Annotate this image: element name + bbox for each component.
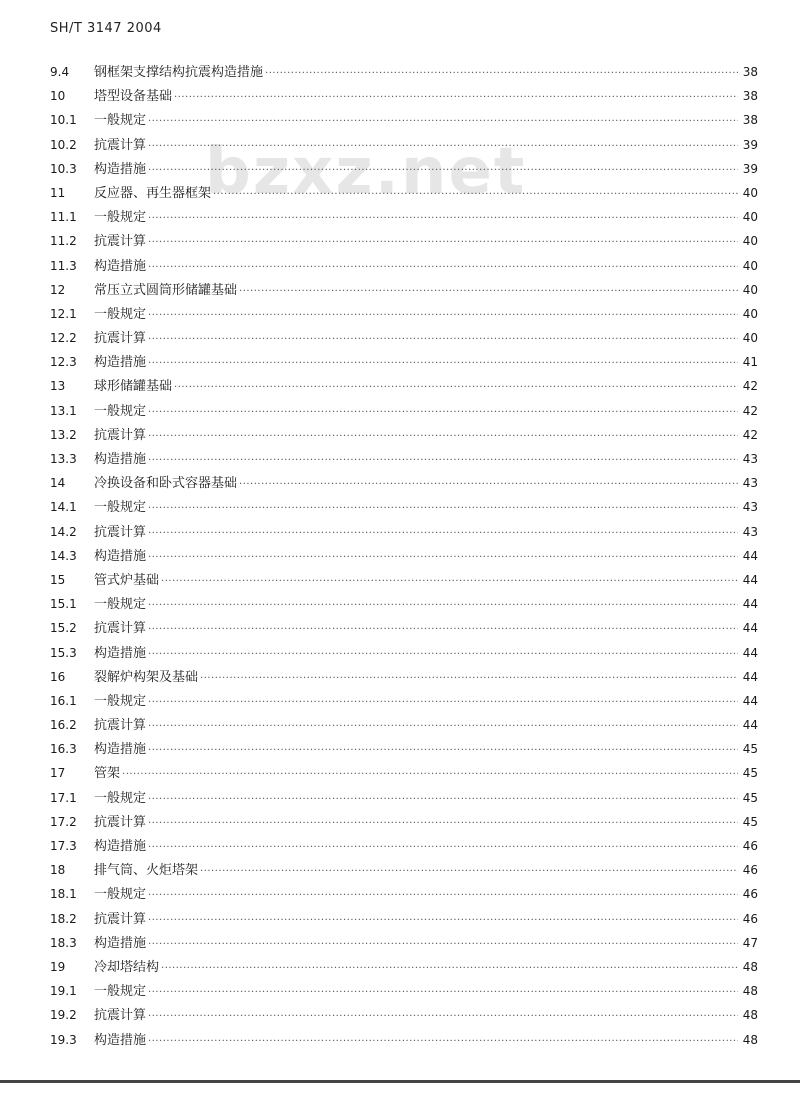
toc-entry-title: 一般规定 <box>94 984 147 1000</box>
toc-entry-page-number: 44 <box>742 548 758 563</box>
toc-entry[interactable] <box>50 471 758 495</box>
toc-entry-title: 抗震计算 <box>94 137 147 153</box>
toc-entry[interactable] <box>50 544 758 568</box>
toc-entry-page-number: 43 <box>742 500 758 515</box>
toc-entry-page-number: 40 <box>742 185 758 200</box>
dot-leader <box>148 352 738 376</box>
toc-entry[interactable] <box>50 713 758 737</box>
dot-leader <box>161 570 738 594</box>
dot-leader <box>148 933 738 957</box>
toc-entry-number: 11 <box>50 185 66 200</box>
toc-entry-number: 19 <box>50 959 66 974</box>
dot-leader <box>148 909 738 933</box>
dot-leader <box>148 401 738 425</box>
toc-entry[interactable] <box>50 229 758 253</box>
toc-entry[interactable] <box>50 810 758 834</box>
dot-leader <box>148 522 738 546</box>
toc-entry-number: 16.3 <box>50 742 77 757</box>
toc-entry-page-number: 44 <box>742 597 758 612</box>
toc-entry[interactable] <box>50 108 758 132</box>
toc-entry-page-number: 44 <box>742 693 758 708</box>
dot-leader <box>200 667 738 691</box>
dot-leader <box>148 207 738 231</box>
toc-entry-number: 13 <box>50 379 66 394</box>
toc-entry[interactable] <box>50 1028 758 1052</box>
dot-leader <box>148 497 738 521</box>
document-code-header: SH/T 3147 2004 <box>50 21 162 36</box>
toc-entry-page-number: 40 <box>742 258 758 273</box>
toc-entry-page-number: 42 <box>742 403 758 418</box>
toc-entry-title: 一般规定 <box>94 790 147 806</box>
toc-entry-title: 构造措施 <box>94 355 147 371</box>
toc-entry-page-number: 48 <box>742 1032 758 1047</box>
toc-entry-page-number: 44 <box>742 718 758 733</box>
toc-entry-title: 构造措施 <box>94 1032 147 1048</box>
dot-leader <box>148 256 738 280</box>
toc-entry-title: 构造措施 <box>94 258 147 274</box>
toc-entry-title: 球形储罐基础 <box>94 379 173 395</box>
toc-entry[interactable] <box>50 907 758 931</box>
toc-entry-number: 16 <box>50 669 66 684</box>
toc-entry-number: 15.3 <box>50 645 77 660</box>
toc-entry[interactable] <box>50 520 758 544</box>
dot-leader <box>239 473 738 497</box>
toc-entry-title: 抗震计算 <box>94 718 147 734</box>
toc-entry-page-number: 42 <box>742 379 758 394</box>
toc-entry-title: 管式炉基础 <box>94 572 160 588</box>
toc-entry-title: 塔型设备基础 <box>94 89 173 105</box>
toc-entry-number: 18 <box>50 863 66 878</box>
toc-entry[interactable] <box>50 205 758 229</box>
toc-entry[interactable] <box>50 882 758 906</box>
toc-entry[interactable] <box>50 616 758 640</box>
dot-leader <box>148 691 738 715</box>
toc-entry-number: 19.2 <box>50 1008 77 1023</box>
toc-entry[interactable] <box>50 786 758 810</box>
toc-entry-title: 反应器、再生器框架 <box>94 185 212 201</box>
toc-entry-title: 冷换设备和卧式容器基础 <box>94 476 238 492</box>
bottom-divider <box>0 1080 800 1083</box>
toc-entry-number: 19.3 <box>50 1032 77 1047</box>
toc-entry-page-number: 40 <box>742 282 758 297</box>
toc-entry-number: 10 <box>50 89 66 104</box>
toc-entry-title: 构造措施 <box>94 645 147 661</box>
toc-entry[interactable] <box>50 399 758 423</box>
toc-entry[interactable] <box>50 423 758 447</box>
toc-entry-title: 抗震计算 <box>94 621 147 637</box>
toc-entry-page-number: 38 <box>742 113 758 128</box>
toc-entry-page-number: 48 <box>742 1008 758 1023</box>
toc-entry-title: 抗震计算 <box>94 524 147 540</box>
toc-entry[interactable] <box>50 737 758 761</box>
toc-entry-number: 13.2 <box>50 427 77 442</box>
toc-entry-number: 14 <box>50 476 66 491</box>
toc-entry-page-number: 45 <box>742 814 758 829</box>
toc-entry[interactable] <box>50 495 758 519</box>
toc-entry-number: 15 <box>50 572 66 587</box>
dot-leader <box>161 957 738 981</box>
toc-entry[interactable] <box>50 350 758 374</box>
dot-leader <box>148 231 738 255</box>
toc-entry-page-number: 44 <box>742 621 758 636</box>
toc-entry-number: 18.2 <box>50 911 77 926</box>
toc-entry-number: 12.2 <box>50 331 77 346</box>
toc-entry-page-number: 41 <box>742 355 758 370</box>
toc-entry-number: 10.1 <box>50 113 77 128</box>
dot-leader <box>148 304 738 328</box>
toc-entry-title: 一般规定 <box>94 113 147 129</box>
toc-entry-page-number: 46 <box>742 911 758 926</box>
dot-leader <box>148 643 738 667</box>
toc-entry-title: 一般规定 <box>94 403 147 419</box>
toc-entry-page-number: 44 <box>742 572 758 587</box>
toc-entry-title: 构造措施 <box>94 548 147 564</box>
toc-entry-number: 19.1 <box>50 984 77 999</box>
dot-leader <box>148 836 738 860</box>
dot-leader <box>148 159 738 183</box>
toc-entry[interactable] <box>50 955 758 979</box>
toc-entry[interactable] <box>50 931 758 955</box>
toc-entry-number: 12.1 <box>50 306 77 321</box>
toc-entry[interactable] <box>50 278 758 302</box>
toc-entry-title: 构造措施 <box>94 935 147 951</box>
toc-entry-title: 抗震计算 <box>94 331 147 347</box>
toc-entry-number: 16.1 <box>50 693 77 708</box>
toc-entry-number: 18.1 <box>50 887 77 902</box>
dot-leader <box>148 1030 738 1054</box>
toc-entry-number: 12 <box>50 282 66 297</box>
toc-entry[interactable] <box>50 60 758 84</box>
toc-entry-number: 14.1 <box>50 500 77 515</box>
toc-entry-title: 一般规定 <box>94 887 147 903</box>
toc-entry[interactable] <box>50 858 758 882</box>
dot-leader <box>148 788 738 812</box>
toc-entry-number: 14.3 <box>50 548 77 563</box>
watermark-text: bzxz.net <box>205 135 527 209</box>
dot-leader <box>265 62 738 86</box>
toc-entry-title: 排气筒、火炬塔架 <box>94 863 199 879</box>
toc-entry[interactable] <box>50 761 758 785</box>
toc-entry-number: 17.1 <box>50 790 77 805</box>
toc-entry-page-number: 40 <box>742 210 758 225</box>
toc-entry-title: 构造措施 <box>94 742 147 758</box>
dot-leader <box>148 739 738 763</box>
toc-entry-page-number: 38 <box>742 89 758 104</box>
toc-entry-title: 抗震计算 <box>94 1008 147 1024</box>
toc-entry-page-number: 45 <box>742 790 758 805</box>
dot-leader <box>213 183 738 207</box>
toc-entry[interactable] <box>50 181 758 205</box>
toc-entry-page-number: 44 <box>742 645 758 660</box>
toc-entry-title: 构造措施 <box>94 161 147 177</box>
dot-leader <box>174 86 738 110</box>
dot-leader <box>148 425 738 449</box>
toc-entry-number: 9.4 <box>50 65 70 79</box>
toc-entry-page-number: 42 <box>742 427 758 442</box>
toc-entry-title: 抗震计算 <box>94 234 147 250</box>
toc-entry-number: 15.1 <box>50 597 77 612</box>
toc-entry-number: 12.3 <box>50 355 77 370</box>
toc-entry-number: 18.3 <box>50 935 77 950</box>
toc-entry-page-number: 40 <box>742 331 758 346</box>
toc-entry-number: 15.2 <box>50 621 77 636</box>
toc-entry-page-number: 43 <box>742 452 758 466</box>
toc-entry-page-number: 46 <box>742 839 758 853</box>
toc-entry-page-number: 45 <box>742 742 758 757</box>
toc-entry[interactable] <box>50 979 758 1003</box>
dot-leader <box>148 110 738 134</box>
toc-entry-number: 13.1 <box>50 403 77 418</box>
toc-entry-page-number: 48 <box>742 959 758 974</box>
toc-entry-title: 抗震计算 <box>94 814 147 830</box>
toc-entry-title: 一般规定 <box>94 210 147 226</box>
dot-leader <box>148 715 738 739</box>
toc-entry-page-number: 43 <box>742 476 758 491</box>
toc-entry-page-number: 40 <box>742 234 758 249</box>
toc-entry[interactable] <box>50 84 758 108</box>
toc-entry-title: 抗震计算 <box>94 911 147 927</box>
toc-entry-number: 11.1 <box>50 210 77 225</box>
toc-entry-page-number: 46 <box>742 863 758 878</box>
toc-entry-page-number: 40 <box>742 306 758 321</box>
dot-leader <box>148 449 738 473</box>
toc-entry[interactable] <box>50 1003 758 1027</box>
toc-entry-number: 16.2 <box>50 718 77 733</box>
toc-entry-number: 17.3 <box>50 839 77 853</box>
toc-entry-title: 一般规定 <box>94 500 147 516</box>
toc-entry[interactable] <box>50 326 758 350</box>
toc-entry-page-number: 39 <box>742 161 758 176</box>
toc-entry-page-number: 47 <box>742 935 758 950</box>
toc-entry-number: 13.3 <box>50 452 77 466</box>
toc-entry-title: 构造措施 <box>94 452 147 467</box>
toc-entry-title: 构造措施 <box>94 839 147 854</box>
dot-leader <box>148 1005 738 1029</box>
dot-leader <box>148 328 738 352</box>
toc-entry-page-number: 43 <box>742 524 758 539</box>
toc-entry-number: 11.2 <box>50 234 77 249</box>
toc-entry[interactable] <box>50 665 758 689</box>
dot-leader <box>239 280 738 304</box>
dot-leader <box>148 981 738 1005</box>
toc-entry-page-number: 46 <box>742 887 758 902</box>
dot-leader <box>148 618 738 642</box>
toc-entry[interactable] <box>50 834 758 858</box>
dot-leader <box>148 884 738 908</box>
toc-entry-number: 10.2 <box>50 137 77 152</box>
toc-entry-title: 裂解炉构架及基础 <box>94 669 199 685</box>
toc-entry-page-number: 45 <box>742 766 758 781</box>
toc-entry-page-number: 39 <box>742 137 758 152</box>
dot-leader <box>148 812 738 836</box>
toc-entry-title: 一般规定 <box>94 306 147 322</box>
toc-entry-title: 抗震计算 <box>94 427 147 443</box>
toc-entry-page-number: 48 <box>742 984 758 999</box>
toc-entry[interactable] <box>50 689 758 713</box>
toc-entry[interactable] <box>50 254 758 278</box>
dot-leader <box>148 546 738 570</box>
toc-entry-title: 一般规定 <box>94 693 147 709</box>
toc-entry-number: 11.3 <box>50 258 77 273</box>
toc-entry-number: 10.3 <box>50 161 77 176</box>
toc-entry[interactable] <box>50 592 758 616</box>
dot-leader <box>148 594 738 618</box>
toc-entry-number: 17.2 <box>50 814 77 829</box>
toc-entry[interactable] <box>50 568 758 592</box>
toc-entry-title: 常压立式圆筒形储罐基础 <box>94 282 238 298</box>
dot-leader <box>122 763 738 787</box>
toc-entry[interactable] <box>50 447 758 471</box>
dot-leader <box>200 860 738 884</box>
toc-entry[interactable] <box>50 157 758 181</box>
toc-entry[interactable] <box>50 641 758 665</box>
toc-entry[interactable] <box>50 302 758 326</box>
toc-entry-title: 管架 <box>94 766 121 782</box>
toc-entry[interactable] <box>50 133 758 157</box>
toc-entry[interactable] <box>50 374 758 398</box>
toc-entry-title: 冷却塔结构 <box>94 959 160 975</box>
toc-entry-page-number: 38 <box>742 65 758 79</box>
dot-leader <box>174 376 738 400</box>
toc-entry-number: 14.2 <box>50 524 77 539</box>
toc-entry-title: 一般规定 <box>94 597 147 613</box>
toc-entry-number: 17 <box>50 766 66 781</box>
toc-entry-title: 钢框架支撑结构抗震构造措施 <box>94 65 264 80</box>
table-of-contents <box>50 60 758 1052</box>
dot-leader <box>148 135 738 159</box>
toc-entry-page-number: 44 <box>742 669 758 684</box>
